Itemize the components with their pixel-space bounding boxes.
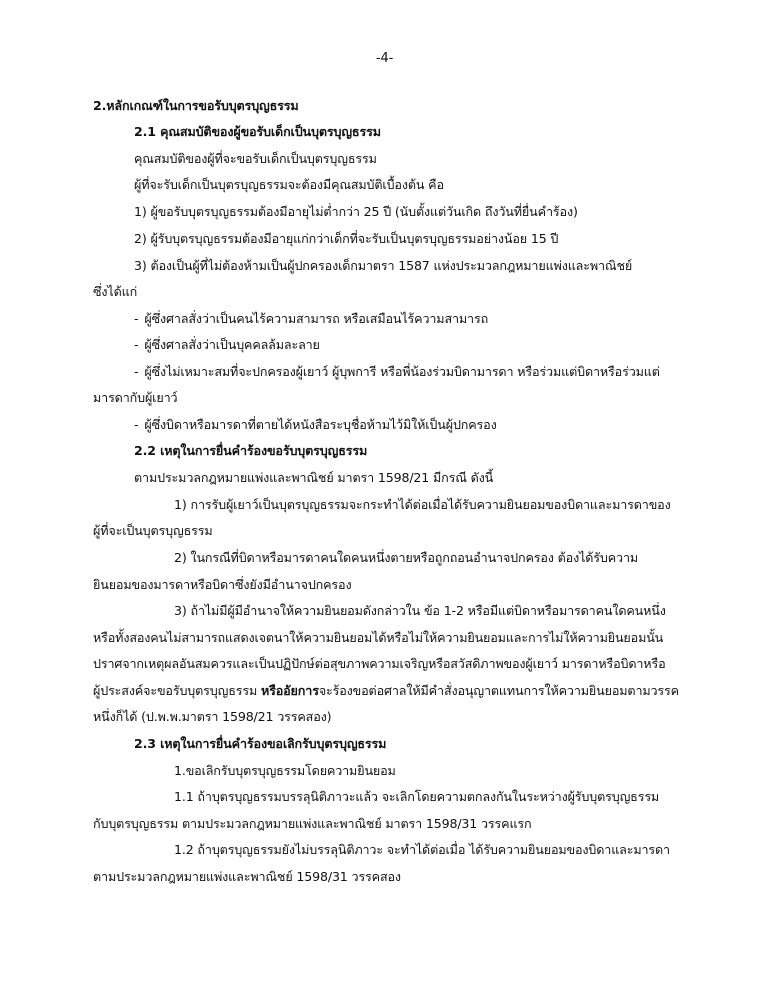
bullet-text: ผู้ซึ่งศาลสั่งว่าเป็นบุคคลล้มละลาย	[144, 337, 320, 352]
bullet-mark: -	[134, 417, 139, 432]
s23-sub-1: 1.ขอเลิกรับบุตรบุญธรรมโดยความยินยอม	[174, 763, 396, 778]
subsection-2-1-title: 2.1 คุณสมบัติของผู้ขอรับเด็กเป็นบุตรบุญธรรม	[134, 124, 381, 139]
bullet-mark: -	[134, 364, 139, 379]
s22-p3-line-4-pre: ผู้ประสงค์จะขอรับบุตรบุญธรรม	[93, 683, 261, 698]
s22-intro: ตามประมวลกฎหมายแพ่งและพาณิชย์ มาตรา 1598/21 มีกรณี ดังนี้	[134, 470, 494, 485]
bullet-mark: -	[134, 311, 139, 326]
s22-p3-line-4-post: จะร้องขอต่อศาลให้มีคำสั่งอนุญาตแทนการให้ความยินยอมตามวรรค	[318, 683, 679, 698]
s22-p3-line-4-bold: หรืออัยการ	[260, 683, 319, 698]
s22-p3-line-4	[93, 682, 679, 700]
s22-p1-line-1: 1) การรับผู้เยาว์เป็นบุตรบุญธรรมจะกระทำได้ต่อเมื่อได้รับความยินยอมของบิดาและมารดาของ	[174, 497, 671, 512]
s23-p12-line-2: ตามประมวลกฎหมายแพ่งและพาณิชย์ 1598/31 วรรคสอง	[93, 869, 401, 884]
bullet-text: ผู้ซึ่งศาลสั่งว่าเป็นคนไร้ความสามารถ หรือเสมือนไร้ความสามารถ	[144, 311, 489, 326]
s22-p2-line-2: ยินยอมของมารดาหรือบิดาซึ่งยังมีอำนาจปกครอง	[93, 577, 352, 592]
bullet-text: ผู้ซึ่งบิดาหรือมารดาที่ตายได้หนังสือระบุชื่อห้ามไว้มิให้เป็นผู้ปกครอง	[144, 417, 497, 432]
s22-p1-line-2: ผู้ที่จะเป็นบุตรบุญธรรม	[93, 523, 213, 538]
s22-p3-line-1: 3) ถ้าไม่มีผู้มีอำนาจให้ความยินยอมดังกล่าวใน ข้อ 1-2 หรือมีแต่บิดาหรือมารดาคนใดคนหนึ่ง	[174, 603, 666, 618]
s23-p11-line-2: กับบุตรบุญธรรม ตามประมวลกฎหมายแพ่งและพาณิชย์ มาตรา 1598/31 วรรคแรก	[93, 816, 532, 831]
bullet-text: ผู้ซึ่งไม่เหมาะสมที่จะปกครองผู้เยาว์ ผู้บุพการี หรือพี่น้องร่วมบิดามารดา หรือร่วมแต่บิดาหรือร่วมแต่	[144, 364, 660, 379]
s21-item-1: 1) ผู้ขอรับบุตรบุญธรรมต้องมีอายุไม่ต่ำกว่า 25 ปี (นับตั้งแต่วันเกิด ถึงวันที่ยื่นคำร้อง)	[134, 204, 578, 219]
s22-p2-line-1: 2) ในกรณีที่บิดาหรือมารดาคนใดคนหนึ่งตายหรือถูกถอนอำนาจปกครอง ต้องได้รับความ	[174, 550, 639, 565]
s21-intro-2: ผู้ที่จะรับเด็กเป็นบุตรบุญธรรมจะต้องมีคุณสมบัติเบื้องต้น คือ	[134, 177, 444, 192]
bullet-3-continuation: มารดากับผู้เยาว์	[93, 390, 178, 405]
s21-item-2: 2) ผู้รับบุตรบุญธรรมต้องมีอายุแก่กว่าเด็กที่จะรับเป็นบุตรบุญธรรมอย่างน้อย 15 ปี	[134, 231, 559, 246]
bullet-item	[134, 310, 488, 328]
s22-p3-line-2: หรือทั้งสองคนไม่สามารถแสดงเจตนาให้ความยินยอมได้หรือไม่ให้ความยินยอมและการไม่ให้ความยินยอมนั้น	[93, 630, 664, 645]
subsection-2-2-title: 2.2 เหตุในการยื่นคำร้องขอรับบุตรบุญธรรม	[134, 443, 368, 458]
s21-item-3-line-2: ซึ่งได้แก่	[93, 284, 138, 299]
s21-intro-1: คุณสมบัติของผู้ที่จะขอรับเด็กเป็นบุตรบุญธรรม	[134, 151, 377, 166]
section-heading: 2.หลักเกณฑ์ในการขอรับบุตรบุญธรรม	[93, 98, 299, 113]
s21-item-3-line-1: 3) ต้องเป็นผู้ที่ไม่ต้องห้ามเป็นผู้ปกครองเด็กมาตรา 1587 แห่งประมวลกฎหมายแพ่งและพาณิชย์	[134, 258, 633, 273]
bullet-item	[134, 336, 320, 354]
page-number: -4-	[376, 51, 394, 66]
s22-p3-line-5: หนึ่งก็ได้ (ป.พ.พ.มาตรา 1598/21 วรรคสอง)	[93, 709, 332, 724]
s23-p11-line-1: 1.1 ถ้าบุตรบุญธรรมบรรลุนิติภาวะแล้ว จะเลิกโดยความตกลงกันในระหว่างผู้รับบุตรบุญธรรม	[174, 789, 660, 804]
bullet-mark: -	[134, 337, 139, 352]
bullet-item	[134, 416, 497, 434]
s23-p12-line-1: 1.2 ถ้าบุตรบุญธรรมยังไม่บรรลุนิติภาวะ จะทำได้ต่อเมื่อ ได้รับความยินยอมของบิดาและมารดา	[174, 842, 670, 857]
s22-p3-line-3: ปราศจากเหตุผลอันสมควรและเป็นปฏิปักษ์ต่อสุขภาพความเจริญหรือสวัสดิภาพของผู้เยาว์ มารดาหรือบิดาหรือ	[93, 656, 666, 671]
bullet-item	[134, 363, 660, 381]
subsection-2-3-title: 2.3 เหตุในการยื่นคำร้องขอเลิกรับบุตรบุญธรรม	[134, 736, 387, 751]
